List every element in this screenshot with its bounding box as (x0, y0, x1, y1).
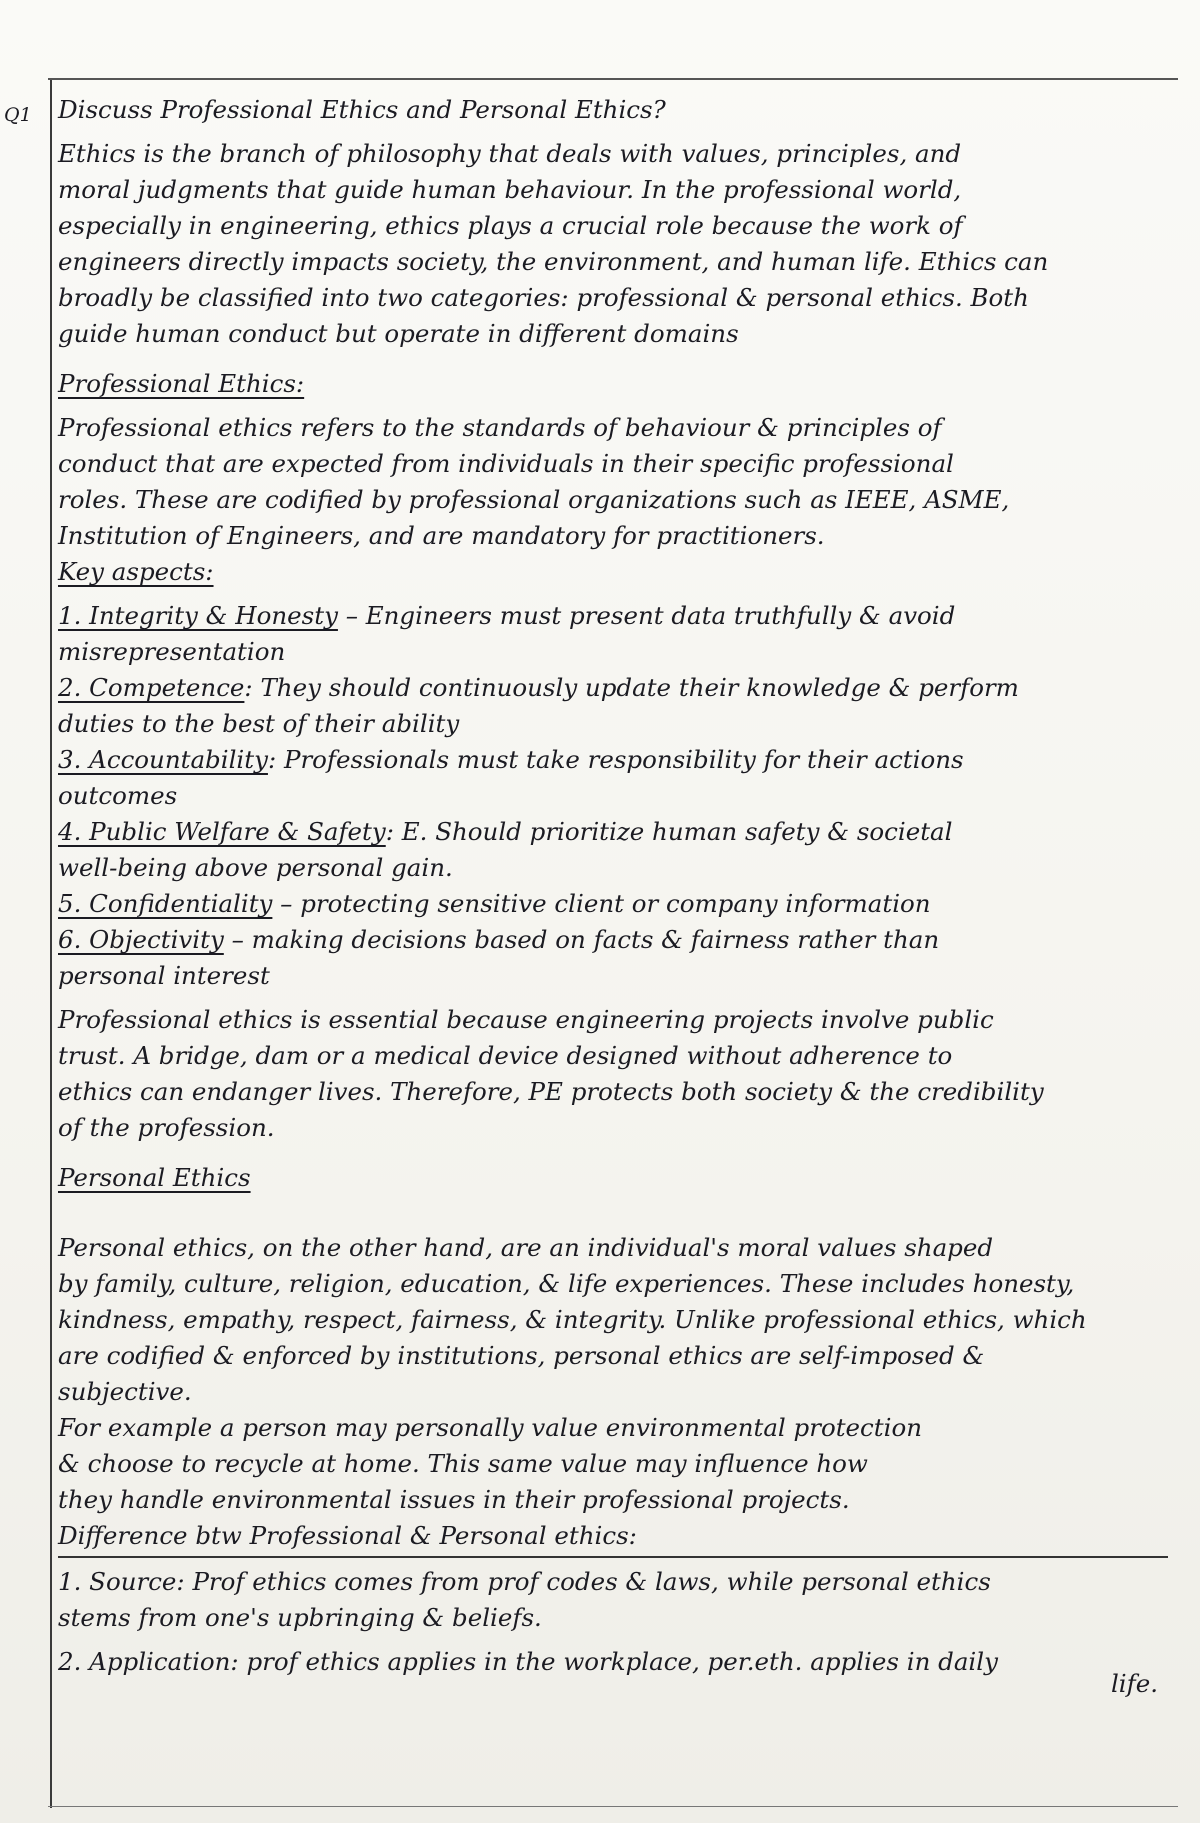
text-line: roles. These are codified by professional organizations such as IEEE, ASME, (58, 485, 1010, 514)
text-line: guide human conduct but operate in different domains (58, 319, 739, 348)
example-paragraph (58, 1410, 1178, 1518)
list-item (58, 814, 1178, 850)
professional-ethics-paragraph (58, 410, 1178, 554)
personal-ethics-paragraph (58, 1230, 1178, 1410)
handwritten-notes (58, 92, 1178, 1702)
margin-line (50, 78, 52, 1808)
aspect-label: 6. Objectivity (58, 925, 224, 954)
difference-item-continuation: stems from one's upbringing & beliefs. (58, 1602, 542, 1632)
aspect-label: 2. Competence (58, 673, 245, 702)
question-number: Q1 (4, 104, 32, 126)
list-item-continuation: misrepresentation (58, 637, 286, 666)
text-line: broadly be classified into two categories: professional & personal ethics. Both (58, 283, 1029, 312)
text-line: they handle environmental issues in their professional projects. (58, 1485, 850, 1514)
aspect-label: 4. Public Welfare & Safety (58, 817, 386, 846)
text-line: Institution of Engineers, and are mandatory for practitioners. (58, 521, 825, 550)
list-item (58, 598, 1178, 634)
list-item (58, 742, 1178, 778)
text-line: For example a person may personally value environmental protection (58, 1413, 922, 1442)
aspect-text: : Professionals must take responsibility for their actions (267, 745, 964, 774)
list-item-continuation: personal interest (58, 961, 270, 990)
difference-item: 1. Source: Prof ethics comes from prof codes & laws, while personal ethics (58, 1566, 991, 1596)
difference-heading: Difference btw Professional & Personal ethics: (58, 1521, 637, 1550)
aspect-label: 3. Accountability (58, 745, 268, 774)
difference-item-continuation: life. (1110, 1668, 1158, 1698)
list-item-continuation: well-being above personal gain. (58, 853, 453, 882)
text-line: by family, culture, religion, education, & life experiences. These includes honesty, (58, 1269, 1075, 1298)
text-line: moral judgments that guide human behaviour. In the professional world, (58, 175, 962, 204)
text-line: subjective. (58, 1377, 192, 1406)
list-item-continuation: duties to the best of their ability (58, 709, 460, 738)
top-rule (48, 78, 1178, 80)
professional-ethics-heading: Professional Ethics: (58, 369, 305, 398)
text-line: trust. A bridge, dam or a medical device designed without adherence to (58, 1041, 953, 1070)
text-line: are codified & enforced by institutions, personal ethics are self-imposed & (58, 1341, 985, 1370)
differences-list (58, 1564, 1178, 1702)
text-line: especially in engineering, ethics plays a crucial role because the work of (58, 211, 963, 240)
text-line: ethics can endanger lives. Therefore, PE protects both society & the credibility (58, 1077, 1044, 1106)
text-line: Professional ethics is essential because engineering projects involve public (58, 1005, 994, 1034)
difference-item: 2. Application: prof ethics applies in the workplace, per.eth. applies in daily (58, 1646, 998, 1676)
aspect-label: 1. Integrity & Honesty (58, 601, 338, 630)
professional-essential-paragraph (58, 1002, 1178, 1146)
aspect-text: – protecting sensitive client or company information (272, 889, 931, 918)
bottom-rule (48, 1806, 1178, 1807)
text-line: engineers directly impacts society, the environment, and human life. Ethics can (58, 247, 1049, 276)
heading-rule (58, 1556, 1168, 1558)
list-item (58, 922, 1178, 958)
aspect-text: : They should continuously update their knowledge & perform (244, 673, 1019, 702)
list-item (58, 670, 1178, 706)
key-aspects-heading: Key aspects: (58, 557, 214, 586)
aspect-text: – Engineers must present data truthfully & avoid (337, 601, 956, 630)
aspect-text: : E. Should prioritize human safety & societal (385, 817, 953, 846)
aspect-text: – making decisions based on facts & fairness rather than (223, 925, 940, 954)
text-line: kindness, empathy, respect, fairness, & integrity. Unlike professional ethics, which (58, 1305, 1087, 1334)
text-line: conduct that are expected from individuals in their specific professional (58, 449, 954, 478)
text-line: Ethics is the branch of philosophy that deals with values, principles, and (58, 139, 962, 168)
key-aspects-list (58, 598, 1178, 994)
text-line: & choose to recycle at home. This same value may influence how (58, 1449, 868, 1478)
question-title: Discuss Professional Ethics and Personal Ethics? (58, 95, 666, 124)
personal-ethics-heading: Personal Ethics (58, 1163, 251, 1192)
text-line: Personal ethics, on the other hand, are an individual's moral values shaped (58, 1233, 994, 1262)
list-item-continuation: outcomes (58, 781, 178, 810)
text-line: Professional ethics refers to the standards of behaviour & principles of (58, 413, 942, 442)
intro-paragraph (58, 136, 1178, 352)
text-line: of the profession. (58, 1113, 275, 1142)
aspect-label: 5. Confidentiality (58, 889, 273, 918)
list-item (58, 886, 1178, 922)
